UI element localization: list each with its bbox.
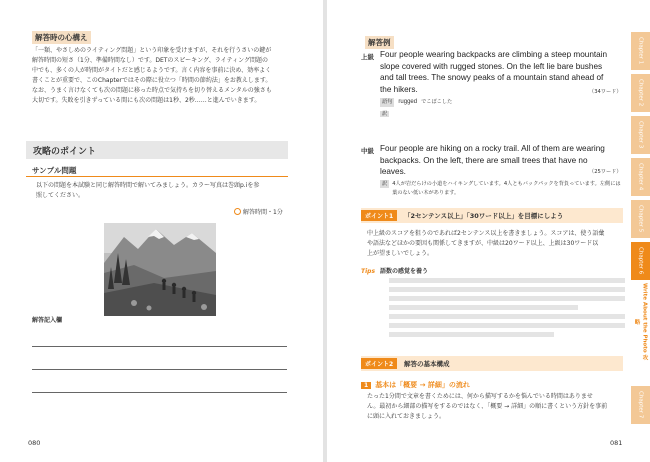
chapter-tab[interactable]: Chapter 4 [631,158,650,196]
intro-line: 中でも、多くの人が時間がタイトだと感じるようです。言く内容を事前に決め、効率よく [32,67,272,74]
upper-level-label: 上級 [361,53,374,61]
sub1-heading [361,380,470,390]
sample-line: 以下の問題を本試験と同じ解答時間で解いてみましょう。カラー写真は巻頭p.iを参 [36,182,260,189]
left-page [0,0,323,462]
example-label: 解答例 [365,36,394,49]
point2-title: 解答の基本構成 [404,360,450,368]
answer-line: and tall trees. The snowy peaks of a mountain stand ahead of [380,73,604,82]
intro-paragraph [32,46,294,106]
vocab-row [380,98,452,107]
clock-icon [234,208,241,215]
answer-line: Four people wearing backpacks are climbing a steep mountain [380,50,608,59]
tips-body-placeholder [389,278,625,337]
vocab-tag: 語句 [382,99,393,105]
chapter-tab[interactable]: Chapter 3 [631,116,650,154]
middle-word-count: （25ワード） [589,169,622,175]
section-title: 攻略のポイント [33,147,97,157]
time-label: 解答時間・1分 [243,209,283,216]
middle-translation-row [380,180,625,197]
point2-bar [361,356,623,371]
answer-line[interactable] [32,346,287,347]
sample-line: 照してください。 [36,192,85,199]
translation-tag: 訳 [382,181,388,187]
intro-line: 「一類、やさしめのライティング問題」という印象を受けますが、それを行うさいの鍵が [32,47,272,54]
sub1-line: ん。最初から細部の描写をするのではなく、「概要 → 詳細」の順に書くという方針を事前 [367,403,608,410]
upper-word-count: （34ワード） [589,89,622,95]
heading-label: 解答時の心構え [32,31,91,44]
chapter-tab[interactable]: Chapter 7 [631,386,650,424]
answer-line[interactable] [32,369,287,370]
sample-divider [26,176,288,177]
intro-line: 解答時間の短さ（1分、準備時間なし）です。DETのスピーキング、ライティング問題の [32,57,268,64]
right-page [327,0,650,462]
intro-line: 大切です。失敗を引きずっている間にも次の問題は1秒、2秒……と進んでいきます。 [32,97,261,104]
answer-line: Four people are hiking on a rocky trail. All of them are wearing [380,144,605,153]
point2-badge: ポイント2 [361,358,397,369]
point1-bar [361,208,623,223]
page-number: 081 [610,439,623,447]
page-number: 080 [28,439,41,447]
chapter-tab[interactable]: Chapter 5 [631,200,650,238]
sub1-line: に頭に入れておきましょう。 [367,413,446,420]
sample-instructions [36,181,291,201]
intro-line: なお、うまく言けなくても次の問題に移った時点で気持ちを切り替えるメンタルの強さも [32,87,272,94]
tips-label: Tips [361,268,376,275]
point1-title: 「2センテンス以上」「30ワード以上」を目標にしよう [404,212,564,220]
mountain-photo [104,223,216,316]
chapter-tab[interactable]: Chapter 1 [631,32,650,70]
point1-line: 上が望ましいでしょう。 [367,250,434,257]
point1-line: 中上級のスコアを狙うのであれば2センテンス以上を書きましょう。スコアは、使う語彙 [367,230,605,237]
sub1-title: 基本は「概要 → 詳細」の流れ [375,381,470,389]
tips-row [361,266,428,275]
sample-label: サンプル問題 [32,166,77,175]
answer-line[interactable] [32,392,287,393]
sub1-text [367,392,625,422]
sub1-number: 1 [361,382,371,389]
upper-translation-tag [380,110,389,119]
sub1-line: たった1分間で文章を書くためには、何から描写するかを悩んでいる時間はありませ [367,393,593,400]
answer-line: the hikers. [380,84,418,94]
tips-title: 語数の感覚を養う [379,268,428,275]
answer-line: backpacks. On the left, there are small trees that have no [380,155,588,165]
answer-line: leaves. [380,167,406,176]
point1-badge: ポイント1 [361,210,397,221]
vocab-word: rugged [398,99,418,105]
vocab-meaning: でこぼこした [421,99,453,105]
intro-line: 書くことが重要で、このChapterではその際に役立つ「時間の節約法」をお教えします。 [32,77,272,84]
middle-translation: 4人が岩だらけの小道をハイキングしています。4人ともバックパックを背負っています。左側には葉のない低い木があります。 [392,181,621,196]
answer-label: 解答記入欄 [32,317,63,324]
answer-line: slope covered with rugged stones. On the left lie bare bushes [380,61,603,71]
translation-tag: 訳 [382,111,388,117]
chapter-tab[interactable]: Chapter 2 [631,74,650,112]
time-indicator [234,207,283,216]
section-bar [26,141,288,159]
chapter-tab-active[interactable]: Chapter 6 [631,242,650,280]
active-section-label: Write About the Photo 攻略 [631,282,650,362]
point1-text [367,229,625,259]
middle-level-label: 中級 [361,147,374,155]
point1-line: や語法などほかの要因も関係してきますが、中級は20ワード以上、上級は30ワード以 [367,240,599,247]
